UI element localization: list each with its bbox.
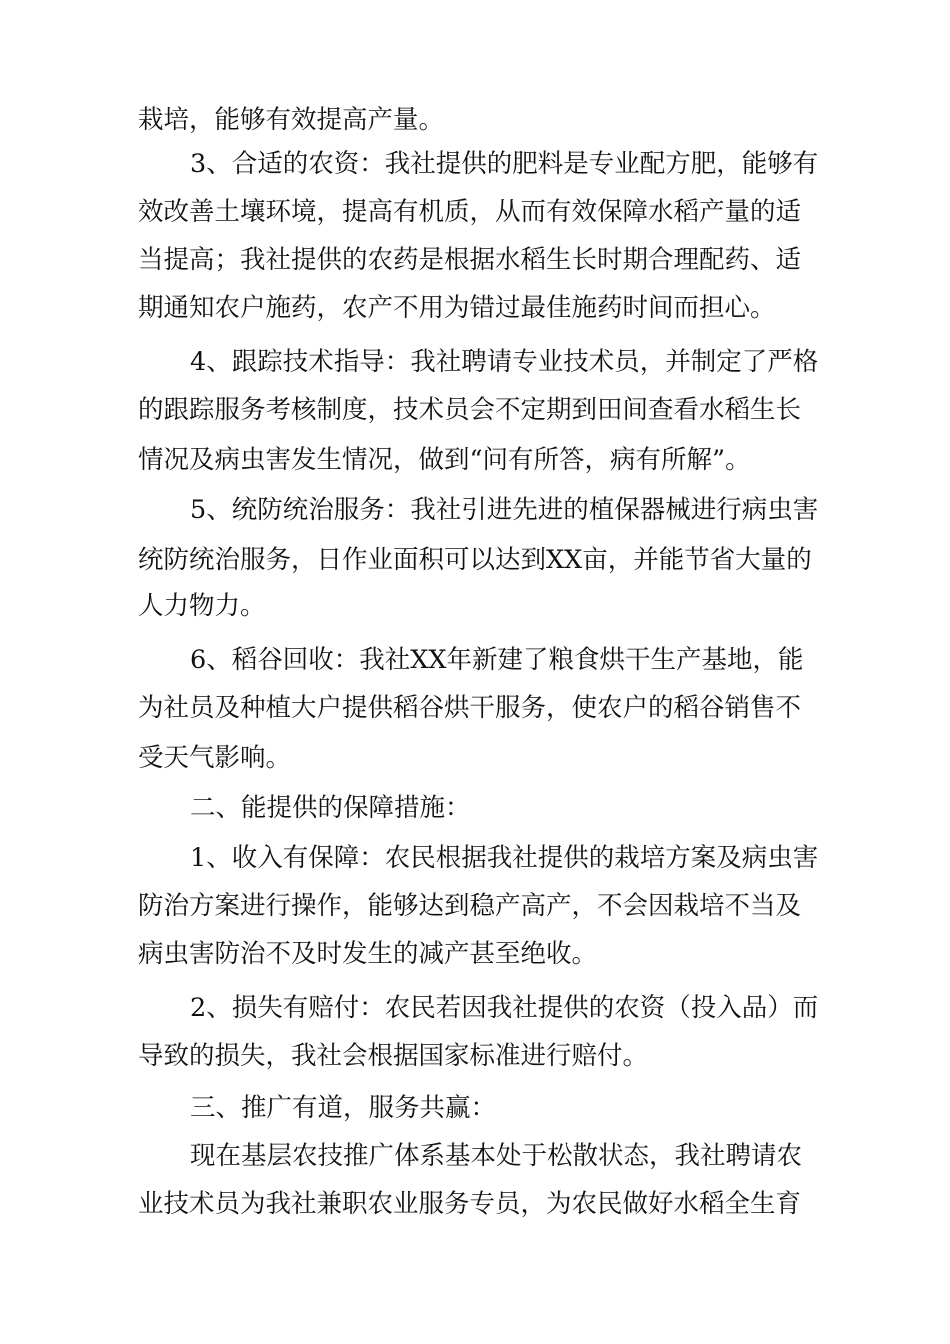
text-line: 病虫害防治不及时发生的减产甚至绝收。 <box>138 939 598 969</box>
text-line: 为社员及种植大户提供稻谷烘干服务，使农户的稻谷销售不 <box>138 693 802 723</box>
text-line: 导致的损失，我社会根据国家标准进行赔付。 <box>138 1041 649 1071</box>
text-line: 3、合适的农资：我社提供的肥料是专业配方肥，能够有 <box>190 149 819 179</box>
text-line: 受天气影响。 <box>138 743 292 773</box>
text-line: 栽培，能够有效提高产量。 <box>138 105 445 135</box>
text-line: 情况及病虫害发生情况，做到“问有所答，病有所解”。 <box>138 445 751 475</box>
text-line: 的跟踪服务考核制度，技术员会不定期到田间查看水稻生长 <box>138 395 802 425</box>
text-line: 现在基层农技推广体系基本处于松散状态，我社聘请农 <box>190 1141 803 1171</box>
text-line: 6、稻谷回收：我社XX年新建了粮食烘干生产基地，能 <box>190 645 804 675</box>
text-line: 防治方案进行操作，能够达到稳产高产，不会因栽培不当及 <box>138 891 802 921</box>
text-line: 效改善土壤环境，提高有机质，从而有效保障水稻产量的适 <box>138 197 802 227</box>
text-line: 1、收入有保障：农民根据我社提供的栽培方案及病虫害 <box>190 843 819 873</box>
text-line: 三、推广有道，服务共赢： <box>190 1093 497 1123</box>
text-line: 4、跟踪技术指导：我社聘请专业技术员，并制定了严格 <box>190 347 819 377</box>
text-line: 5、统防统治服务：我社引进先进的植保器械进行病虫害 <box>190 495 819 525</box>
text-line: 人力物力。 <box>138 591 266 621</box>
text-line: 当提高；我社提供的农药是根据水稻生长时期合理配药、适 <box>138 245 802 275</box>
text-line: 业技术员为我社兼职农业服务专员，为农民做好水稻全生育 <box>138 1189 802 1219</box>
text-line: 统防统治服务，日作业面积可以达到XX亩，并能节省大量的 <box>138 545 812 575</box>
text-line: 2、损失有赔付：农民若因我社提供的农资（投入品）而 <box>190 993 819 1023</box>
text-line: 二、能提供的保障措施： <box>190 793 471 823</box>
text-line: 期通知农户施药，农产不用为错过最佳施药时间而担心。 <box>138 293 776 323</box>
